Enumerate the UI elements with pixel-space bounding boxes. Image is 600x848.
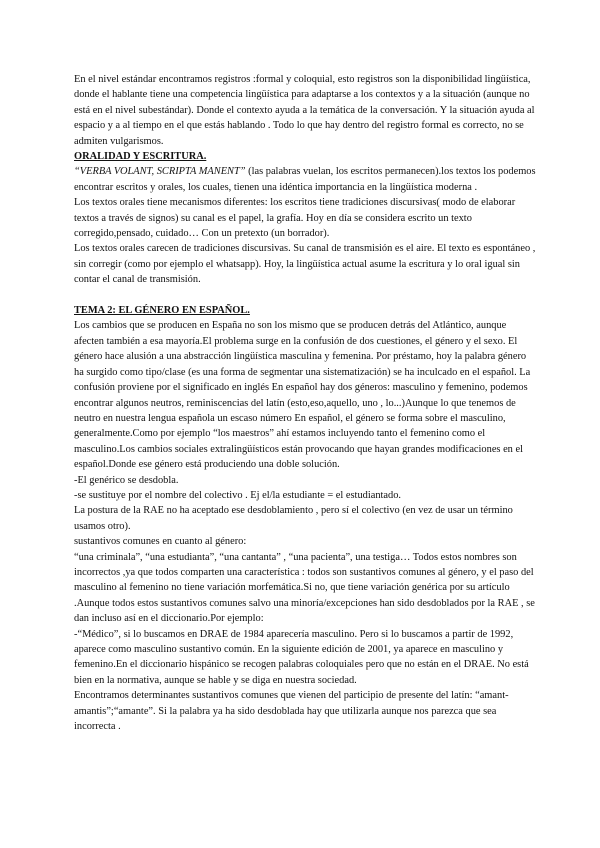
tema2-paragraph-1: Los cambios que se producen en España no son los mismo que se producen detrás del Atlántico, aunque afecten también a esa mayoría.El problema surge en la confusión de dos cuestiones, el género y el sexo. El género hace alusión a una abstracción lingüística masculina y femenina. Por préstamo, hoy la palabra género ha surgido como tipo/clase (es una forma de segmentar una sistematización) se ha inculcado en el español. La confusión proviene por el significado en inglés En español hay dos géneros: masculino y femenino, podemos encontrar algunos neutros, reminiscencias del latín (esto,eso,aquello, uno , lo...)Aunque lo que tenemos de neutro en nuestra lengua española un escaso número En español, el género se forma sobre el masculino, generalmente.Como por ejemplo “los maestros” ahí estamos incluyendo tanto el femenino como el masculino.Los cambios sociales extralingüísticos están provocando que hayan grandes modificaciones en el español.Donde ese género está produciendo una doble solución. — [74, 320, 531, 471]
quote-explanation: (las palabras vuelan, los escritos permanecen).los textos los podemos encontrar escritos y orales, los cuales, tienen una idéntica importancia en la lingüística moderna . — [74, 166, 536, 193]
section-heading-tema2: TEMA 2: EL GÉNERO EN ESPAÑOL. — [74, 305, 250, 317]
tema2-paragraph-3: -se sustituye por el nombre del colectivo . Ej el/la estudiante = el estudiantado. — [74, 489, 402, 501]
oralidad-paragraph-1 — [74, 164, 536, 195]
blank-line — [74, 288, 536, 303]
intro-paragraph: En el nivel estándar encontramos registros :formal y coloquial, esto registros son la disponibilidad lingüística, donde el hablante tiene una competencia lingüística para adaptarse a los contextos y a la situación (aunque no está en el nivel subestándar). Donde el contexto ayuda a la temática de la conversación. Y la situación ayuda al espacio y a al tiempo en el que estás hablando . Todo lo que hay dentro del registro formal es correcto, no se admiten vulgarismos. — [74, 74, 535, 147]
tema2-paragraph-5: sustantivos comunes en cuanto al género: — [74, 536, 247, 548]
tema2-paragraph-8: Encontramos determinantes sustantivos comunes que vienen del participio de presente del latín: “amant-amantis”;“amante”. Si la palabra ya ha sido desdoblada hay que utilizarla aunque nos parezca que sea incorrecta . — [74, 690, 509, 733]
tema2-paragraph-2: -El genérico se desdobla. — [74, 474, 179, 486]
section-heading-oralidad: ORALIDAD Y ESCRITURA. — [74, 151, 207, 163]
tema2-paragraph-7: -“Médico”, si lo buscamos en DRAE de 1984 aparecería masculino. Pero si lo buscamos a partir de 1992, aparece como masculino sustantivo común. En la siguiente edición de 2001, ya aparece en masculino y femenino.En el diccionario hispánico se recogen palabras coloquiales pero que no están en el DRAE. No está bien en la normativa, aunque se hable y se diga en nuestra sociedad. — [74, 628, 529, 686]
document-page — [74, 72, 536, 734]
tema2-paragraph-6: “una criminala”, “una estudianta”, “una cantanta” , “una pacienta”, una testiga… Todos estos nombres son incorrectos ,ya que todos comparten una característica : todos son sustantivos comunes al género, y el paso del masculino al femenino no tiene variación morfemática.Si no, que tiene variación genérica por su artículo .Aunque todos estos sustantivos comunes salvo una minoría/excepciones han sido desdoblados por la RAE , se dan incluso así en el diccionario.Por ejemplo: — [74, 551, 535, 625]
oralidad-paragraph-3: Los textos orales carecen de tradiciones discursivas. Su canal de transmisión es el aire. El texto es espontáneo , sin corregir (como por ejemplo el whatsapp). Hoy, la lingüística actual asume la escritura y lo oral igual sin contar el canal de transmisión. — [74, 243, 536, 286]
tema2-paragraph-4: La postura de la RAE no ha aceptado ese desdoblamiento , pero sí el colectivo (en vez de usar un término usamos otro). — [74, 505, 513, 532]
latin-quote: “VERBA VOLANT, SCRIPTA MANENT” — [74, 166, 246, 178]
oralidad-paragraph-2: Los textos orales tiene mecanismos diferentes: los escritos tiene tradiciones discursivas( modo de elaborar textos a través de signos) su canal es el papel, la grafía. Hoy en día se considera escrito un texto corregido,pensado, cuidado… Con un pretexto (un borrador). — [74, 197, 516, 240]
